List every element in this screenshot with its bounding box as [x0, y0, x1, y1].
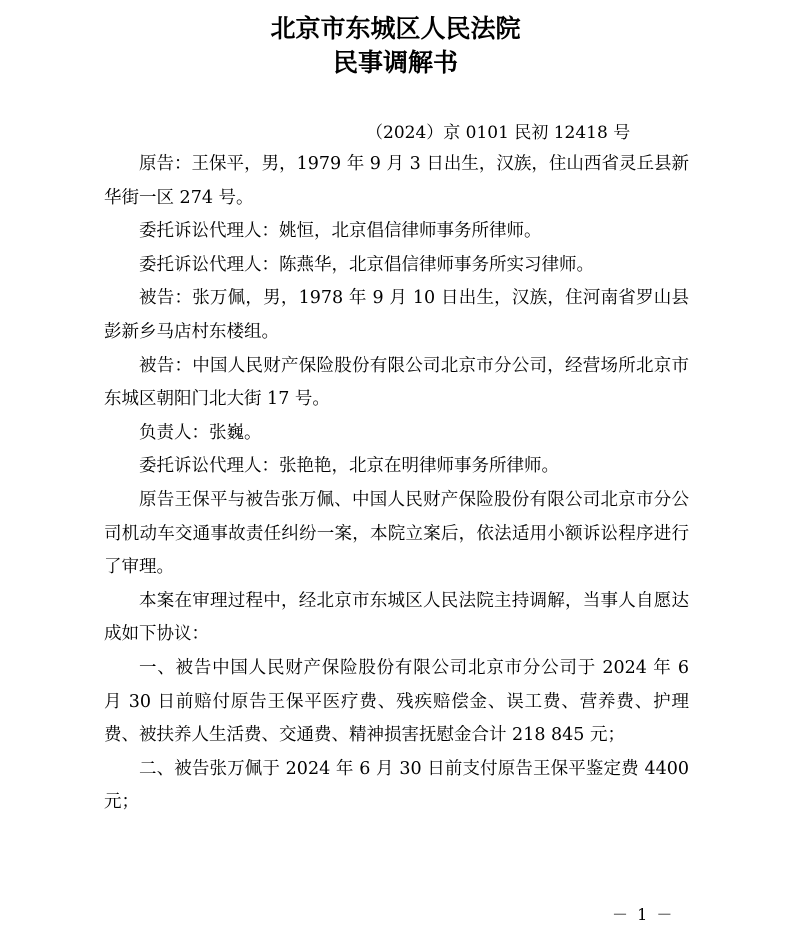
- agreement-item-1-paragraph: 一、被告中国人民财产保险股份有限公司北京市分公司于 2024 年 6 月 30 日前赔付原告王保平医疗费、残疾赔偿金、误工费、营养费、护理费、被扶养人生活费、交通费、精神损害抚慰金合计 218 845 元；: [104, 657, 689, 746]
- agreement-item-2-paragraph: 二、被告张万佩于 2024 年 6 月 30 日前支付原告王保平鉴定费 4400 元；: [104, 758, 689, 813]
- responsible-person-paragraph: 负责人：张巍。: [139, 422, 262, 443]
- case-summary-paragraph: 原告王保平与被告张万佩、中国人民财产保险股份有限公司北京市分公司机动车交通事故责任纠纷一案，本院立案后，依法适用小额诉讼程序进行了审理。: [104, 489, 689, 578]
- document-body: [104, 148, 689, 820]
- page-number: － 1 －: [612, 905, 675, 924]
- court-name-title: 北京市东城区人民法院: [270, 14, 521, 43]
- defendant-1-paragraph: 被告：张万佩，男，1978 年 9 月 10 日出生，汉族，住河南省罗山县彭新乡马店村东楼组。: [104, 288, 689, 342]
- defendant-agent-paragraph: 委托诉讼代理人：张艳艳，北京在明律师事务所律师。: [139, 456, 559, 477]
- document-type-title: 民事调解书: [332, 48, 458, 77]
- case-number: （2024）京 0101 民初 12418 号: [366, 123, 631, 143]
- mediation-intro-paragraph: 本案在审理过程中，经北京市东城区人民法院主持调解，当事人自愿达成如下协议：: [104, 590, 689, 645]
- plaintiff-paragraph: 原告：王保平，男，1979 年 9 月 3 日出生，汉族，住山西省灵丘县新华街一区 274 号。: [104, 154, 689, 208]
- plaintiff-agent-2-paragraph: 委托诉讼代理人：陈燕华，北京倡信律师事务所实习律师。: [139, 254, 594, 275]
- plaintiff-agent-1-paragraph: 委托诉讼代理人：姚恒，北京倡信律师事务所律师。: [139, 221, 542, 242]
- defendant-2-paragraph: 被告：中国人民财产保险股份有限公司北京市分公司，经营场所北京市东城区朝阳门北大街 17 号。: [104, 355, 689, 410]
